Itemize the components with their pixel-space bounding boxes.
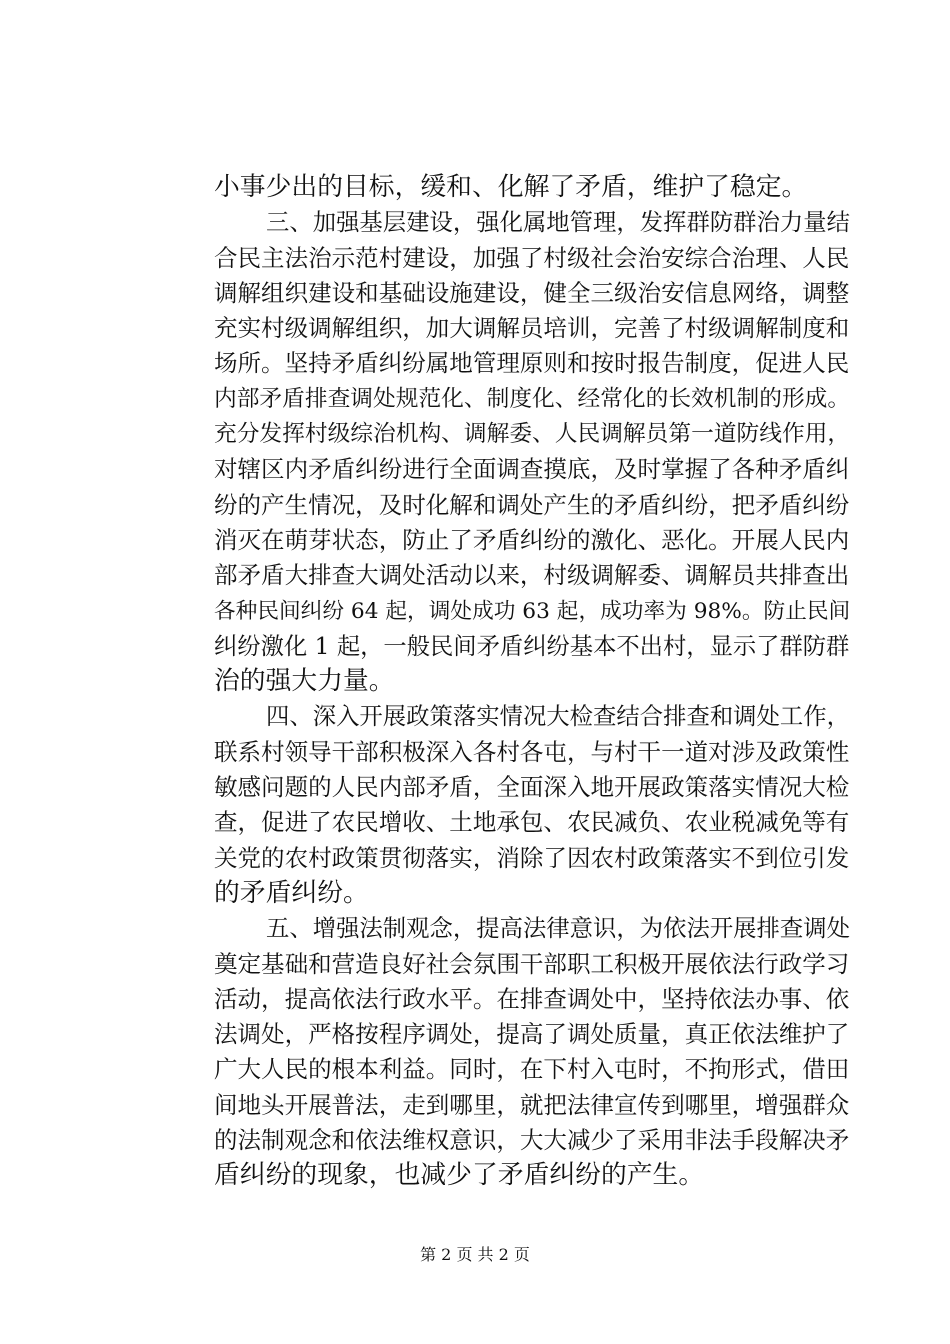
text-line: 充分发挥村级综治机构、调解委、人民调解员第一道防线作用， — [214, 421, 851, 448]
text-line: 法调处，严格按程序调处，提高了调处质量，真正依法维护了 — [214, 1020, 850, 1049]
text-line: 消灭在萌芽状态，防止了矛盾纠纷的激化、恶化。开展人民内 — [214, 525, 850, 554]
text-line: 广大人民的根本利益。同时，在下村入屯时，不拘形式，借田 — [214, 1055, 850, 1084]
document-body — [214, 170, 850, 1194]
text-line: 治的强大力量。 — [214, 666, 395, 697]
text-line: 对辖区内矛盾纠纷进行全面调查摸底，及时掌握了各种矛盾纠 — [214, 455, 850, 484]
paragraph-first-line: 五、增强法制观念，提高法律意识，为依法开展排查调处 — [266, 914, 850, 943]
text-line: 充实村级调解组织，加大调解员培训，完善了村级调解制度和 — [214, 314, 850, 343]
text-line: 内部矛盾排查调处规范化、制度化、经常化的长效机制的形成。 — [214, 385, 851, 412]
text-line: 查，促进了农民增收、土地承包、农民减负、农业税减免等有 — [214, 808, 850, 837]
text-line: 各种民间纠纷 64 起，调处成功 63 起，成功率为 98%。防止民间 — [214, 598, 851, 624]
text-line: 盾纠纷的现象，也减少了矛盾纠纷的产生。 — [214, 1160, 705, 1191]
text-line: 联系村领导干部积极深入各村各屯，与村干一道对涉及政策性 — [214, 737, 850, 766]
text-line: 纠纷激化 1 起，一般民间矛盾纠纷基本不出村，显示了群防群 — [214, 632, 850, 660]
text-line: 调解组织建设和基础设施建设，健全三级治安信息网络，调整 — [214, 278, 850, 307]
text-line: 的法制观念和依法维权意识，大大减少了采用非法手段解决矛 — [214, 1126, 850, 1155]
paragraph-first-line: 三、加强基层建设，强化属地管理，发挥群防群治力量结 — [266, 208, 850, 237]
text-line: 间地头开展普法，走到哪里，就把法律宣传到哪里，增强群众 — [214, 1090, 850, 1119]
text-line: 合民主法治示范村建设，加强了村级社会治安综合治理、人民 — [214, 243, 850, 272]
text-line: 奠定基础和营造良好社会氛围干部职工积极开展依法行政学习 — [214, 949, 850, 978]
text-line: 部矛盾大排查大调处活动以来，村级调解委、调解员共排查出 — [214, 561, 850, 590]
text-line: 活动，提高依法行政水平。在排查调处中，坚持依法办事、依 — [214, 984, 850, 1013]
text-line: 场所。坚持矛盾纠纷属地管理原则和按时报告制度，促进人民 — [214, 349, 850, 378]
paragraph-first-line: 四、深入开展政策落实情况大检查结合排查和调处工作， — [266, 702, 850, 731]
text-line: 敏感问题的人民内部矛盾，全面深入地开展政策落实情况大检 — [214, 773, 850, 802]
text-line: 小事少出的目标，缓和、化解了矛盾，维护了稳定。 — [214, 172, 808, 202]
text-line: 纷的产生情况，及时化解和调处产生的矛盾纠纷，把矛盾纠纷 — [214, 490, 850, 519]
page-footer: 第 2 页 共 2 页 — [420, 1245, 530, 1264]
text-line: 关党的农村政策贯彻落实，消除了因农村政策落实不到位引发 — [214, 843, 850, 872]
text-line: 的矛盾纠纷。 — [214, 877, 369, 908]
